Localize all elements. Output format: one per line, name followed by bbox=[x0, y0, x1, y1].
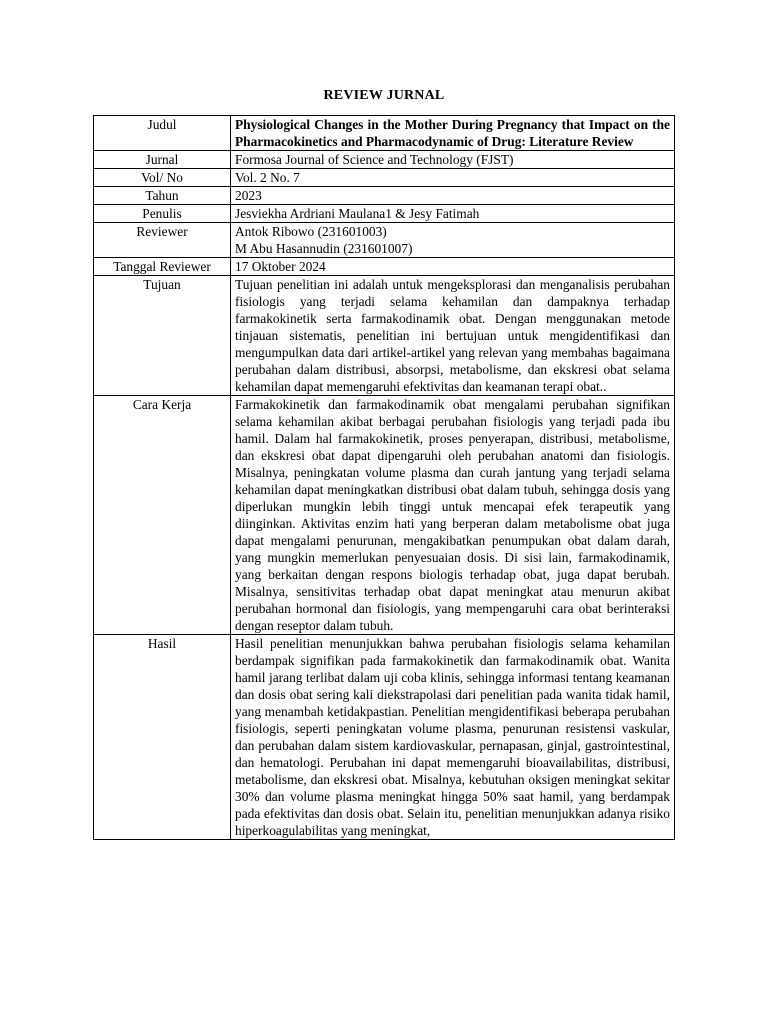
row-label-jurnal: Jurnal bbox=[94, 151, 231, 169]
row-value-jurnal: Formosa Journal of Science and Technology (FJST) bbox=[231, 151, 675, 169]
table-row bbox=[94, 205, 675, 223]
table-row bbox=[94, 258, 675, 276]
row-value-reviewer bbox=[231, 223, 675, 258]
document-title: REVIEW JURNAL bbox=[323, 88, 445, 103]
row-label-reviewer: Reviewer bbox=[94, 223, 231, 258]
row-value-tanggal: 17 Oktober 2024 bbox=[231, 258, 675, 276]
table-row bbox=[94, 187, 675, 205]
row-label-tahun: Tahun bbox=[94, 187, 231, 205]
row-value-tahun: 2023 bbox=[231, 187, 675, 205]
reviewer-1: Antok Ribowo (231601003) bbox=[235, 224, 387, 239]
reviewer-2: M Abu Hasannudin (231601007) bbox=[235, 241, 413, 256]
row-label-judul: Judul bbox=[94, 116, 231, 151]
table-row bbox=[94, 276, 675, 396]
table-row bbox=[94, 223, 675, 258]
row-label-penulis: Penulis bbox=[94, 205, 231, 223]
row-value-judul: Physiological Changes in the Mother During Pregnancy that Impact on the Pharmacokinetics and Pharmacodynamic of Drug: Literature Review bbox=[231, 116, 675, 151]
table-row bbox=[94, 169, 675, 187]
row-value-hasil: Hasil penelitian menunjukkan bahwa perubahan fisiologis selama kehamilan berdampak signifikan pada farmakokinetik dan farmakodinamik obat. Wanita hamil jarang terlibat dalam uji coba klinis, sehingga informasi tentang keamanan dan dosis obat sering kali diekstrapolasi dari penelitian pada wanita tidak hamil, yang menambah ketidakpastian. Penelitian mengidentifikasi beberapa perubahan fisiologis, seperti peningkatan volume plasma, penurunan resistensi vaskular, dan perubahan dalam sistem kardiovaskular, pernapasan, ginjal, gastrointestinal, dan hematologi. Perubahan ini dapat memengaruhi bioavailabilitas, distribusi, metabolisme, dan ekskresi obat. Misalnya, kebutuhan oksigen meningkat sekitar 30% dan volume plasma meningkat hingga 50% saat hamil, yang berdampak pada efektivitas dan dosis obat. Selain itu, penelitian menunjukkan adanya risiko hiperkoagulabilitas yang meningkat, bbox=[231, 635, 675, 840]
row-label-tujuan: Tujuan bbox=[94, 276, 231, 396]
row-label-cara-kerja: Cara Kerja bbox=[94, 396, 231, 635]
table-row bbox=[94, 635, 675, 840]
table-row bbox=[94, 116, 675, 151]
row-label-volno: Vol/ No bbox=[94, 169, 231, 187]
row-label-tanggal: Tanggal Reviewer bbox=[94, 258, 231, 276]
row-value-volno: Vol. 2 No. 7 bbox=[231, 169, 675, 187]
row-label-hasil: Hasil bbox=[94, 635, 231, 840]
row-value-cara-kerja: Farmakokinetik dan farmakodinamik obat mengalami perubahan signifikan selama kehamilan akibat berbagai perubahan fisiologis yang terjadi pada ibu hamil. Dalam hal farmakokinetik, proses penyerapan, distribusi, metabolisme, dan ekskresi obat dapat dipengaruhi oleh perubahan anatomi dan fisiologis. Misalnya, peningkatan volume plasma dan curah jantung yang terjadi selama kehamilan dapat meningkatkan distribusi obat dalam tubuh, sehingga dosis yang diperlukan mungkin lebih tinggi untuk mencapai efek terapeutik yang diinginkan. Aktivitas enzim hati yang berperan dalam metabolisme obat juga dapat mengalami penurunan, mengakibatkan penumpukan obat dalam darah, yang mungkin memerlukan penyesuaian dosis. Di sisi lain, farmakodinamik, yang berkaitan dengan respons biologis terhadap obat, juga dapat berubah. Misalnya, sensitivitas terhadap obat dapat meningkat atau menurun akibat perubahan hormonal dan fisiologis, yang mempengaruhi cara obat berinteraksi dengan reseptor dalam tubuh. bbox=[231, 396, 675, 635]
review-table bbox=[93, 115, 675, 840]
row-value-tujuan: Tujuan penelitian ini adalah untuk mengeksplorasi dan menganalisis perubahan fisiologis yang terjadi selama kehamilan dan dampaknya terhadap farmakokinetik serta farmakodinamik obat. Dengan menggunakan metode tinjauan sistematis, penelitian ini bertujuan untuk mengidentifikasi dan mengumpulkan data dari artikel-artikel yang relevan yang membahas bagaimana perubahan dalam distribusi, absorpsi, metabolisme, dan ekskresi obat selama kehamilan dapat memengaruhi efektivitas dan keamanan terapi obat.. bbox=[231, 276, 675, 396]
row-value-penulis: Jesviekha Ardriani Maulana1 & Jesy Fatimah bbox=[231, 205, 675, 223]
table-row bbox=[94, 151, 675, 169]
table-row bbox=[94, 396, 675, 635]
